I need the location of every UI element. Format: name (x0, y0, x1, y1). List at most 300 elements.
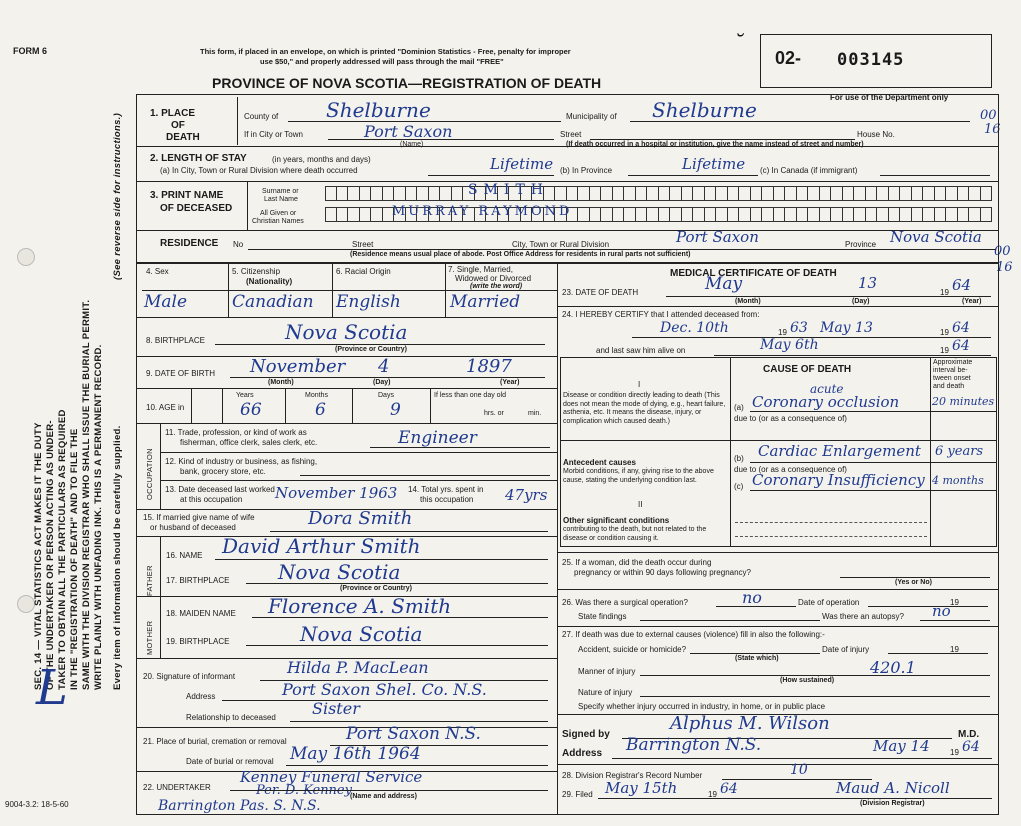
occ-14-value: 47yrs (505, 486, 548, 504)
specify-label: Specify whether injury occurred in industry, in home, or in public place (578, 702, 826, 711)
letter-cell (854, 186, 866, 201)
letter-cell (693, 207, 705, 222)
registrar-hint: (Division Registrar) (860, 800, 925, 807)
letter-cell (751, 207, 763, 222)
letter-cell (601, 186, 613, 201)
dob-year-hint: (Year) (500, 379, 520, 386)
letter-cell (705, 186, 717, 201)
father-name-label: 16. NAME (166, 551, 203, 560)
letter-cell (325, 186, 337, 201)
city-value: Port Saxon (364, 122, 453, 141)
informant-address-label: Address (186, 692, 216, 701)
letter-cell (693, 186, 705, 201)
stay-b-value: Lifetime (682, 155, 746, 173)
dept-use: For use of the Department only (830, 93, 949, 102)
due-to-1: due to (or as a consequence of) (734, 414, 847, 423)
informant-rel-label: Relationship to deceased (186, 713, 276, 722)
rule (628, 175, 758, 176)
letter-cell (383, 186, 395, 201)
sig-date-year: 64 (962, 739, 980, 755)
d23-year: 64 (952, 276, 972, 294)
signed-value: Alphus M. Wilson (670, 713, 830, 734)
d23-month-hint: (Month) (735, 298, 761, 305)
rule (160, 423, 161, 509)
letter-cell (659, 207, 671, 222)
rule (230, 790, 548, 791)
approx-4: and death (933, 383, 965, 390)
letter-cell (371, 207, 383, 222)
given-name-value: MURRAY RAYMOND (392, 204, 573, 219)
nature-label: Nature of injury (578, 688, 633, 697)
rule (222, 700, 548, 701)
margin-mark: L (36, 660, 68, 716)
rule (690, 653, 820, 654)
accident-label: Accident, suicide or homicide? (578, 645, 687, 654)
letter-cell (705, 207, 717, 222)
last-saw-label: and last saw him alive on (596, 346, 686, 355)
origin-label: 6. Racial Origin (336, 267, 391, 276)
marital-value: Married (450, 292, 521, 312)
letter-cell (360, 207, 372, 222)
date-injury-prefix: 19 (950, 645, 959, 654)
due-to-2: due to (or as a consequence of) (734, 465, 847, 474)
letter-cell (440, 186, 452, 201)
rule (136, 181, 999, 182)
q26-date-label: Date of operation (798, 598, 860, 607)
residence-no-label: No (233, 240, 244, 249)
rule (248, 249, 996, 250)
county-value: Shelburne (326, 98, 431, 122)
residence-label: RESIDENCE (160, 238, 219, 249)
dept-code-b: 16 (984, 122, 1001, 137)
letter-cell (808, 207, 820, 222)
letter-cell (371, 186, 383, 201)
rule (735, 536, 927, 537)
rule (714, 355, 991, 356)
rule (557, 589, 999, 590)
letter-cell (682, 186, 694, 201)
county-label: County of (244, 112, 279, 121)
rule (230, 377, 545, 378)
rule (868, 606, 988, 607)
cause-a-value: Coronary occlusion (752, 393, 900, 411)
letter-cell (555, 186, 567, 201)
letter-cell (969, 186, 981, 201)
rule (750, 490, 997, 491)
hrs-label: hrs. or (484, 410, 504, 417)
letter-cell (958, 186, 970, 201)
residence-city-value: Port Saxon (676, 228, 759, 246)
occ-14-label: 14. Total yrs. spent in (408, 485, 484, 494)
autopsy-label: Was there an autopsy? (822, 612, 904, 621)
father-bp-label: 17. BIRTHPLACE (166, 576, 230, 585)
letter-cell (739, 207, 751, 222)
d23-label: 23. DATE OF DEATH (562, 288, 639, 297)
origin-value: English (336, 292, 401, 312)
letter-cell (728, 186, 740, 201)
letter-cell (797, 207, 809, 222)
d23-month: May (705, 274, 743, 294)
d24-prefix-2: 19 (940, 328, 949, 337)
q29-label: 29. Filed (562, 790, 593, 799)
d24-to: May 13 (820, 320, 873, 336)
rule (557, 764, 999, 765)
rule (228, 262, 229, 317)
rule (557, 626, 999, 627)
rule (930, 357, 931, 547)
years-label: Years (236, 392, 254, 399)
state-which: (State which) (735, 655, 779, 662)
reg-number: 003145 (837, 50, 905, 70)
last-saw-value: May 6th (760, 337, 819, 353)
letter-cell (912, 207, 924, 222)
notice-line-2: use $50," and properly addressed will pass through the mail "FREE" (260, 57, 504, 66)
birthplace-label: 8. BIRTHPLACE (146, 336, 205, 345)
acute-value: acute (810, 382, 844, 396)
footer-code: 9004-3.2: 18-5-60 (5, 800, 69, 809)
letter-cell (900, 207, 912, 222)
municipality-value: Shelburne (652, 98, 757, 122)
rule (840, 577, 990, 578)
cause-b-value: Cardiac Enlargement (758, 442, 921, 460)
place-label-2: OF (171, 120, 185, 131)
rule (598, 798, 992, 799)
letter-cell (578, 207, 590, 222)
age-months: 6 (315, 400, 326, 420)
date-injury-label: Date of injury (822, 645, 870, 654)
rule (352, 388, 353, 423)
father-bp-value: Nova Scotia (278, 560, 401, 584)
occ-12-label: 12. Kind of industry or business, as fishing, (165, 457, 318, 466)
sidebar-line-5: SAME WITH THE DIVISION REGISTRAR WHO SHALL ISSUE THE BURIAL PERMIT. (81, 299, 92, 690)
sidebar-line-7: Every item of information should be carefully supplied. (112, 425, 123, 690)
letter-cell (578, 186, 590, 201)
letter-cell (774, 207, 786, 222)
burial-date-label: Date of burial or removal (186, 757, 274, 766)
residence-province-label: Province (845, 240, 877, 249)
age-days: 9 (390, 400, 401, 420)
letter-cell (716, 186, 728, 201)
informant-address-value: Port Saxon Shel. Co. N.S. (282, 680, 487, 699)
rule (630, 121, 970, 122)
rule (136, 317, 557, 318)
print-name-label-2: OF DECEASED (160, 203, 233, 214)
state-findings-label: State findings (578, 612, 627, 621)
letter-cell (935, 207, 947, 222)
rule (160, 452, 557, 453)
mother-bp-value: Nova Scotia (300, 622, 423, 646)
stay-b-label: (b) In Province (560, 166, 613, 175)
rule (612, 758, 992, 759)
letter-cell (636, 207, 648, 222)
letter-cell (923, 207, 935, 222)
letter-cell (417, 186, 429, 201)
letter-cell (716, 207, 728, 222)
rule (590, 139, 855, 140)
undertaker-line-1: Kenney Funeral Service (240, 768, 423, 786)
disease-label: Disease or condition directly leading to death (This does not mean the mode of dying, e.g., heart failure, asthenia, etc. It means the disease, injury, or complication which caused death.) (563, 392, 726, 425)
d24-label: 24. I HEREBY CERTIFY that I attended deceased from: (562, 310, 760, 319)
q26-prefix: 19 (950, 598, 959, 607)
occ-13-value: November 1963 (275, 484, 398, 502)
letter-cell (682, 207, 694, 222)
letter-cell (670, 207, 682, 222)
letter-cell (831, 186, 843, 201)
antecedent-label: Antecedent causes (563, 458, 636, 467)
rule (160, 480, 557, 481)
letter-cell (785, 186, 797, 201)
q28-label: 28. Division Registrar's Record Number (562, 771, 703, 780)
place-label-3: DEATH (166, 132, 200, 143)
letter-cell (325, 207, 337, 222)
rule (328, 139, 554, 140)
center-divider (557, 262, 558, 815)
rule (560, 440, 997, 441)
age-years: 66 (240, 400, 262, 420)
informant-sig-value: Hilda P. MacLean (287, 658, 429, 677)
rule (750, 462, 997, 463)
dept-code-d: 16 (996, 260, 1013, 275)
father-name-value: David Arthur Smith (222, 534, 421, 558)
letter-cell (647, 186, 659, 201)
age-label: 10. AGE in (146, 403, 185, 412)
rule (888, 653, 988, 654)
sidebar-line-1: SEC. 14 — VITAL STATISTICS ACT MAKES IT THE DUTY (33, 422, 44, 690)
letter-cell (728, 207, 740, 222)
rule (136, 423, 557, 424)
stay-a-label: (a) In City, Town or Rural Division where death occurred (160, 166, 358, 175)
rule (730, 357, 731, 547)
other-label: Other significant conditions (563, 516, 670, 525)
approx-3: tween onset (933, 375, 971, 382)
rule (445, 262, 446, 317)
occ-11-label-b: fisherman, office clerk, sales clerk, etc. (180, 438, 318, 447)
letter-cell (394, 186, 406, 201)
given-label-1: All Given or (260, 210, 297, 217)
letter-cell (337, 207, 349, 222)
letter-cell (348, 186, 360, 201)
letter-cell (946, 207, 958, 222)
sig-date: May 14 (873, 737, 930, 755)
father-bp-hint: (Province or Country) (340, 585, 412, 592)
residence-city-label: City, Town or Rural Division (512, 240, 610, 249)
undertaker-line-3: Barrington Pas. S. N.S. (158, 798, 321, 814)
letter-cell (348, 207, 360, 222)
rule (557, 306, 999, 307)
dob-month: November (250, 356, 346, 377)
residence-province-value: Nova Scotia (890, 228, 982, 246)
occ-14-label-b: this occupation (420, 495, 474, 504)
rule (666, 296, 991, 297)
dob-year: 1897 (466, 356, 512, 377)
rule (246, 583, 548, 584)
letter-cell (958, 207, 970, 222)
wife-label-2: or husband of deceased (150, 523, 236, 532)
rule (750, 411, 997, 412)
letter-cell (866, 186, 878, 201)
rule (290, 721, 548, 722)
citizenship-hint: (Nationality) (246, 277, 293, 286)
letter-cell (912, 186, 924, 201)
reg-prefix: 02- (775, 48, 802, 68)
rule (215, 344, 545, 345)
q25-label-b: pregnancy or within 90 days following pregnancy? (574, 568, 751, 577)
letter-cell (843, 186, 855, 201)
rule (370, 447, 550, 448)
d23-year-hint: (Year) (962, 298, 982, 305)
cause-c-prefix: (c) (734, 482, 744, 491)
institution-hint: (If death occurred in a hospital or institution, give the name instead of street and number) (566, 141, 864, 148)
marital-label-1: 7. Single, Married, (448, 265, 513, 274)
check-mark: ˘ (733, 32, 744, 57)
letter-cell (969, 207, 981, 222)
approx-1: Approximate (933, 359, 973, 366)
letter-cell (360, 186, 372, 201)
form-label: FORM 6 (13, 46, 48, 56)
name-hint: (Name) (400, 141, 424, 148)
manner-label: Manner of injury (578, 667, 636, 676)
signed-label: Signed by (562, 729, 610, 740)
q28-value: 10 (790, 762, 808, 778)
municipality-label: Municipality of (566, 112, 617, 121)
dob-day: 4 (378, 356, 390, 377)
wife-value: Dora Smith (308, 508, 413, 529)
rule (286, 765, 548, 766)
citizenship-label: 5. Citizenship (232, 267, 281, 276)
letter-cell (831, 207, 843, 222)
rule (247, 181, 248, 230)
surname-grid (325, 186, 992, 201)
rule (136, 262, 999, 264)
how-sustained: (How sustained) (780, 677, 835, 684)
residence-hint: (Residence means usual place of abode. Post Office Address for residents in rural parts not sufficient) (350, 251, 691, 258)
occ-13-label: 13. Date deceased last worked (165, 485, 275, 494)
rule (557, 552, 999, 553)
letter-cell (820, 186, 832, 201)
q26-value: no (742, 588, 762, 607)
dept-code-c: 00 (994, 244, 1011, 259)
rule (428, 175, 554, 176)
cause-c-value: Coronary Insufficiency (752, 471, 925, 489)
sig-date-prefix: 19 (950, 748, 959, 757)
filed-prefix: 19 (708, 790, 717, 799)
letter-cell (590, 207, 602, 222)
min-label: min. (528, 410, 542, 417)
letter-cell (877, 207, 889, 222)
house-label: House No. (857, 130, 895, 139)
letter-cell (613, 186, 625, 201)
rule (920, 620, 990, 621)
cause-title: CAUSE OF DEATH (763, 364, 852, 375)
burial-place-value: Port Saxon N.S. (346, 724, 481, 744)
letter-cell (590, 186, 602, 201)
letter-cell (889, 186, 901, 201)
surname-label-1: Surname or (262, 188, 299, 195)
letter-cell (452, 186, 464, 201)
stay-label: 2. LENGTH OF STAY (150, 153, 247, 164)
sidebar-line-3: TAKER TO OBTAIN ALL THE PARTICULARS AS REQUIRED (57, 409, 68, 690)
months-label: Months (305, 392, 328, 399)
citizenship-value: Canadian (232, 292, 314, 312)
letter-cell (923, 186, 935, 201)
letter-cell (601, 207, 613, 222)
other-text: contributing to the death, but not related to the disease or condition causing it. (563, 526, 707, 542)
dept-code-a: 00 (980, 108, 997, 123)
d24-to-year: 64 (952, 320, 970, 336)
cause-b-interval: 6 years (935, 444, 984, 459)
antecedent-text: Morbid conditions, if any, giving rise to the above cause, stating the underlying condition last. (563, 468, 714, 484)
letter-cell (762, 207, 774, 222)
letter-cell (935, 186, 947, 201)
rule (191, 388, 192, 423)
given-label-2: Christian Names (252, 218, 304, 225)
medical-title: MEDICAL CERTIFICATE OF DEATH (670, 268, 837, 279)
cause-b-prefix: (b) (734, 454, 744, 463)
sidebar-line-2: OF THE UNDERTAKER OR PERSON ACTING AS UNDER- (45, 420, 56, 690)
sidebar-line-6: WRITE PLAINLY WITH UNFADING INK. THIS IS A PERMANENT RECORD. (93, 344, 104, 690)
rule (880, 175, 990, 176)
sex-value: Male (144, 292, 188, 312)
informant-rel-value: Sister (312, 699, 360, 718)
dob-month-hint: (Month) (268, 379, 294, 386)
rule (640, 696, 990, 697)
letter-cell (739, 186, 751, 201)
occ-11-label: 11. Trade, profession, or kind of work as (165, 428, 307, 437)
letter-cell (900, 186, 912, 201)
q25-yesno: (Yes or No) (895, 579, 932, 586)
cause-a-interval: 20 minutes (932, 395, 995, 408)
rule (270, 531, 548, 532)
rule (640, 675, 990, 676)
letter-cell (854, 207, 866, 222)
occ-13-label-b: at this occupation (180, 495, 243, 504)
q25-label: 25. If a woman, did the death occur during (562, 558, 712, 567)
letter-cell (981, 186, 993, 201)
letter-cell (613, 207, 625, 222)
d24-prefix-1: 19 (778, 328, 787, 337)
rule (716, 606, 796, 607)
letter-cell (659, 186, 671, 201)
q26-label: 26. Was there a surgical operation? (562, 598, 688, 607)
letter-cell (843, 207, 855, 222)
d23-day-hint: (Day) (852, 298, 870, 305)
rule (136, 230, 999, 231)
letter-cell (797, 186, 809, 201)
letter-cell (808, 186, 820, 201)
last-saw-prefix: 19 (940, 346, 949, 355)
filed-value: May 15th (605, 779, 678, 797)
surname-value: SMITH (468, 182, 550, 198)
maiden-label: 18. MAIDEN NAME (166, 609, 236, 618)
sidebar-line-4: IN THE "REGISTRATION OF DEATH" AND TO FILE THE (69, 428, 80, 690)
rule (640, 620, 820, 621)
letter-cell (751, 186, 763, 201)
letter-cell (647, 207, 659, 222)
cause-c-interval: 4 months (932, 474, 984, 487)
occupation-side-label: OCCUPATION (145, 448, 154, 500)
letter-cell (624, 186, 636, 201)
print-name-label-1: 3. PRINT NAME (150, 190, 224, 201)
letter-cell (406, 186, 418, 201)
burial-date-value: May 16th 1964 (290, 744, 421, 764)
rule (285, 388, 286, 423)
undertaker-line-2: Per. D. Kenney (256, 783, 352, 798)
approx-2: interval be- (933, 367, 968, 374)
undertaker-hint: (Name and address) (350, 793, 417, 800)
d23-day: 13 (858, 274, 878, 292)
dob-day-hint: (Day) (373, 379, 391, 386)
dob-label: 9. DATE OF BIRTH (146, 369, 216, 378)
